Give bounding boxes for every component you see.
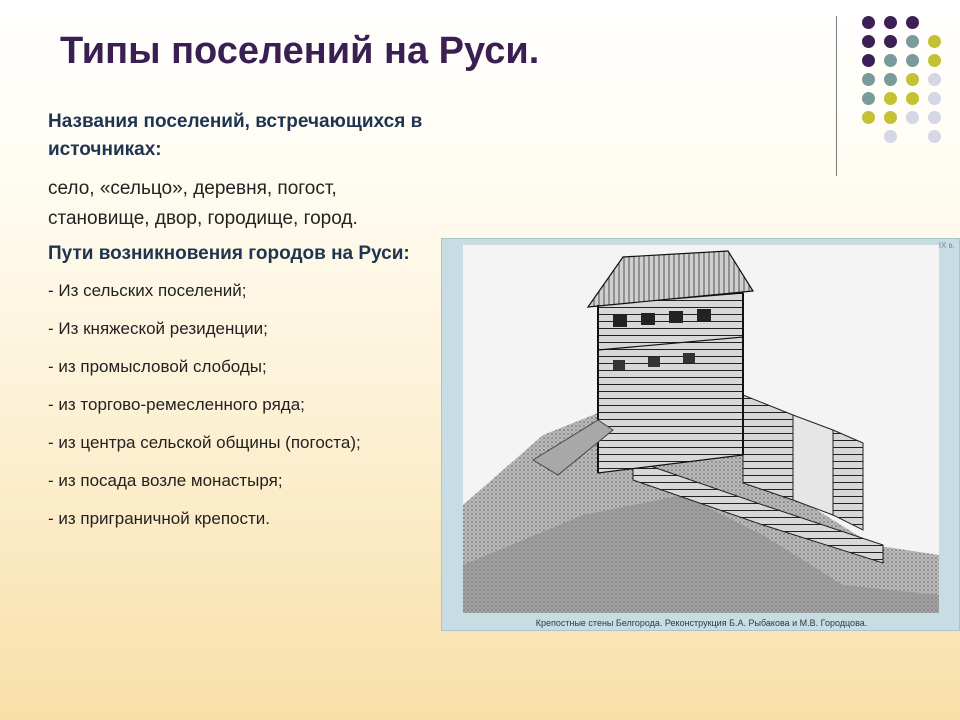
settlement-names-list: село, «сельцо», деревня, погост, становище, двор, городище, город. xyxy=(48,178,358,229)
decorative-dot xyxy=(862,35,875,48)
decorative-dot xyxy=(928,35,941,48)
decorative-dot xyxy=(862,111,875,124)
city-origins-list xyxy=(48,278,438,531)
fortress-drawing xyxy=(463,245,939,613)
decorative-dot xyxy=(884,54,897,67)
decorative-dot xyxy=(862,73,875,86)
decorative-dot xyxy=(862,54,875,67)
decorative-dot xyxy=(928,130,941,143)
list-item: - из промысловой слободы; xyxy=(48,357,267,376)
list-item: - из центра сельской общины (погоста); xyxy=(48,433,361,452)
decorative-dot xyxy=(906,111,919,124)
decorative-dot xyxy=(862,92,875,105)
decorative-dot xyxy=(862,16,875,29)
decorative-dot xyxy=(928,111,941,124)
list-item: - Из княжеской резиденции; xyxy=(48,319,268,338)
decorative-dot xyxy=(884,35,897,48)
fortress-illustration xyxy=(441,238,960,631)
image-caption: Крепостные стены Белгорода. Реконструкция Б.А. Рыбакова и М.В. Городцова. xyxy=(535,618,868,628)
list-item: - из приграничной крепости. xyxy=(48,509,270,528)
slide-title: Типы поселений на Руси. xyxy=(60,30,540,72)
city-origins-heading: Пути возникновения городов на Руси: xyxy=(48,243,410,264)
settlement-names-heading: Названия поселений, встречающихся в источниках: xyxy=(48,111,423,160)
text-block xyxy=(48,108,438,544)
decorative-dot xyxy=(906,35,919,48)
century-label: IX в. xyxy=(938,241,955,250)
decorative-dot xyxy=(906,54,919,67)
decorative-dot xyxy=(884,16,897,29)
list-item: - из посада возле монастыря; xyxy=(48,471,283,490)
decorative-dot xyxy=(928,54,941,67)
decorative-dot xyxy=(928,92,941,105)
decorative-dot xyxy=(906,92,919,105)
list-item: - Из сельских поселений; xyxy=(48,281,247,300)
decorative-dot xyxy=(884,73,897,86)
decorative-dot xyxy=(906,73,919,86)
decorative-dot xyxy=(928,73,941,86)
decorative-dot xyxy=(884,111,897,124)
list-item: - из торгово-ремесленного ряда; xyxy=(48,395,305,414)
decorative-dot xyxy=(884,92,897,105)
decorative-dot xyxy=(906,16,919,29)
decorative-dot xyxy=(884,130,897,143)
